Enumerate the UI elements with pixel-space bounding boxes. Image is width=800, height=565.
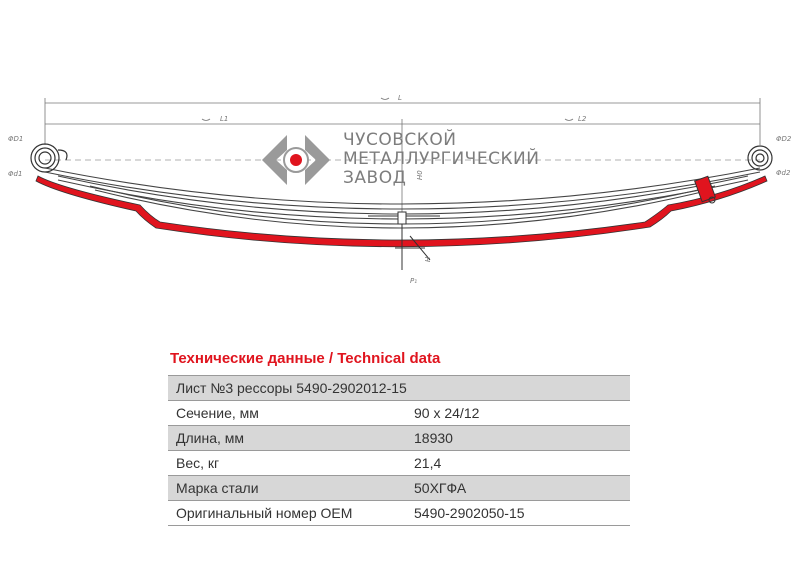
- logo-line-1: ЧУСОВСКОЙ: [343, 130, 457, 150]
- label-H0: H0: [416, 170, 424, 180]
- row-value: 21,4: [408, 451, 630, 476]
- table-row: [168, 451, 630, 476]
- row-value: 5490-2902050-15: [408, 501, 630, 526]
- label-D02: ΦD2: [776, 135, 792, 143]
- table-row: [168, 476, 630, 501]
- row-label: Марка стали: [168, 476, 408, 501]
- row-label: Оригинальный номер OEM: [168, 501, 408, 526]
- label-d2: Φd2: [776, 169, 791, 177]
- technical-data-table: [168, 375, 630, 526]
- row-label: Сечение, мм: [168, 401, 408, 426]
- row-label: Вес, кг: [168, 451, 408, 476]
- table-row: [168, 501, 630, 526]
- company-logo-mark: [262, 135, 330, 185]
- dimension-L-label: L: [398, 94, 402, 102]
- table-header-cell: Лист №3 рессоры 5490-2902012-15: [168, 376, 630, 401]
- logo-line-2: МЕТАЛЛУРГИЧЕСКИЙ: [343, 149, 540, 169]
- label-P: P₁: [410, 277, 418, 285]
- row-value: 18930: [408, 426, 630, 451]
- label-H: H: [424, 256, 432, 262]
- label-D01: ΦD1: [8, 135, 24, 143]
- row-value: 50ХГФА: [408, 476, 630, 501]
- row-value: 90 х 24/12: [408, 401, 630, 426]
- label-d1: Φd1: [8, 170, 23, 178]
- right-spring-eye: [748, 146, 772, 170]
- dimension-L1-label: L1: [220, 115, 229, 123]
- table-header-row: [168, 376, 630, 401]
- table-row: [168, 426, 630, 451]
- logo-line-3: ЗАВОД: [343, 168, 407, 188]
- dimension-L2-label: L2: [578, 115, 587, 123]
- technical-data-title: Технические данные / Technical data: [170, 350, 441, 367]
- table-row: [168, 401, 630, 426]
- row-label: Длина, мм: [168, 426, 408, 451]
- company-logo-text: [343, 131, 539, 188]
- left-spring-eye: [31, 144, 67, 172]
